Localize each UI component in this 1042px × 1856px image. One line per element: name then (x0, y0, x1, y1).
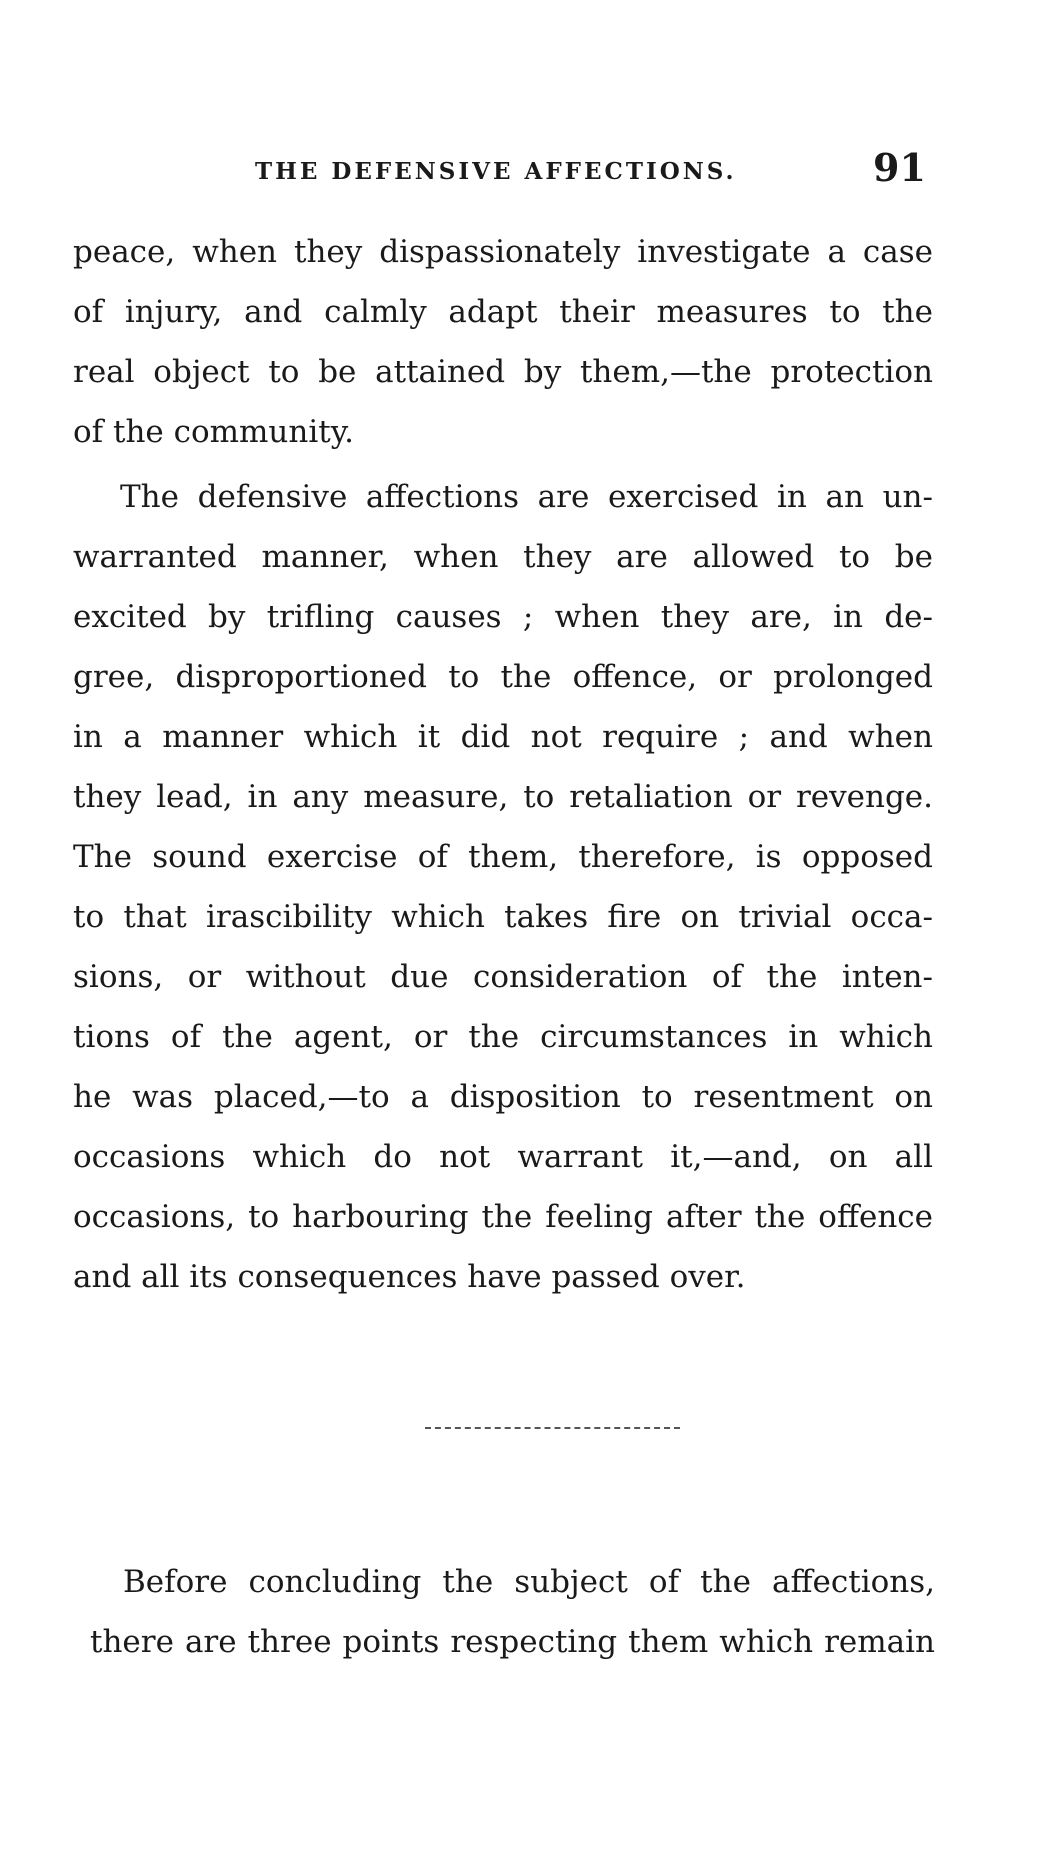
text-line: warranted manner, when they are allowed to be (73, 539, 933, 575)
text-line: occasions which do not warrant it,—and, on all (73, 1139, 933, 1175)
page-number: 91 (873, 145, 926, 190)
text-line: gree, disproportioned to the offence, or prolonged (73, 659, 933, 695)
text-line: sions, or without due consideration of the inten- (73, 959, 933, 995)
text-line: excited by trifling causes ; when they are, in de- (73, 599, 933, 635)
text-line: real object to be attained by them,—the protection (73, 354, 933, 390)
text-line: peace, when they dispassionately investigate a case (73, 234, 933, 270)
text-line: in a manner which it did not require ; and when (73, 719, 933, 755)
text-line: and all its consequences have passed over. (73, 1259, 746, 1295)
text-line: The sound exercise of them, therefore, is opposed (73, 839, 933, 875)
text-line: occasions, to harbouring the feeling after the offence (73, 1199, 933, 1235)
text-line: The defensive affections are exercised in an un- (120, 479, 933, 515)
text-line: of the community. (73, 414, 354, 450)
text-line: to that irascibility which takes fire on trivial occa- (73, 899, 933, 935)
text-line: tions of the agent, or the circumstances in which (73, 1019, 933, 1055)
text-line: he was placed,—to a disposition to resentment on (73, 1079, 933, 1115)
running-title: THE DEFENSIVE AFFECTIONS. (255, 158, 737, 185)
section-divider (425, 1427, 680, 1429)
text-line: of injury, and calmly adapt their measures to the (73, 294, 933, 330)
text-line: they lead, in any measure, to retaliation or revenge. (73, 779, 933, 815)
text-line: Before concluding the subject of the affections, (123, 1564, 935, 1600)
text-line: there are three points respecting them which remain (90, 1624, 935, 1660)
